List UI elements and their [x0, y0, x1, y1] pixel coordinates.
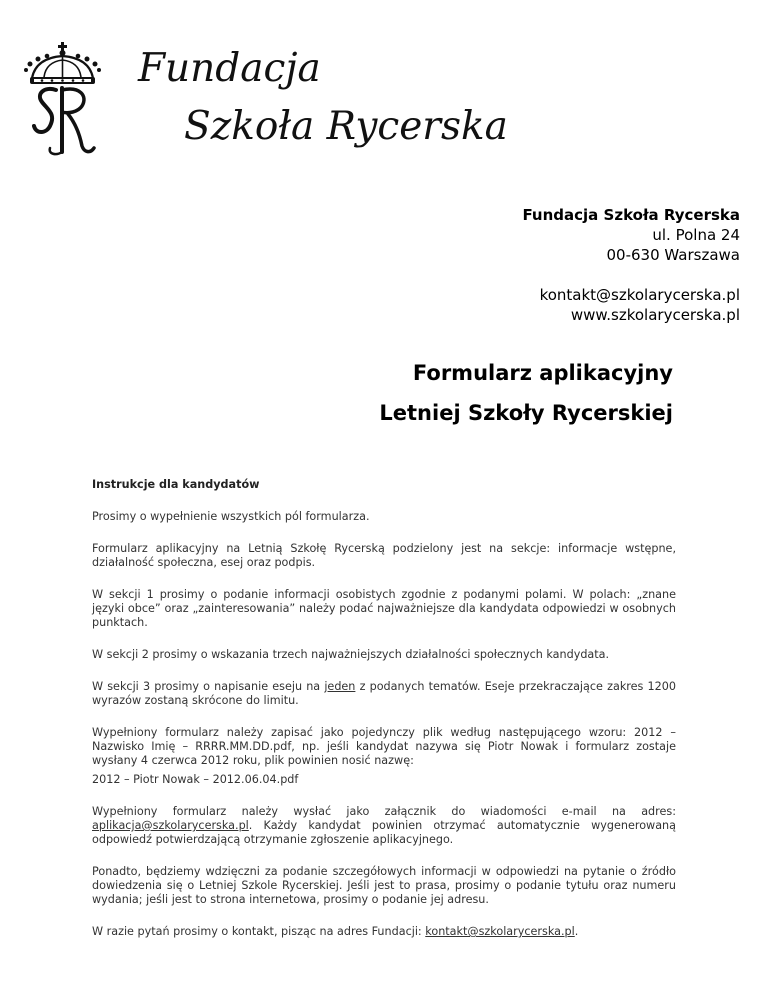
form-title-line1: Formularz aplikacyjny [412, 361, 673, 385]
instructions-paragraph-7 [92, 805, 676, 847]
address-org-name: Fundacja Szkoła Rycerska [522, 206, 740, 224]
instructions-paragraph-8: Ponadto, będziemy wdzięczni za podanie szczegółowych informacji w odpowiedzi na pytanie o źródło dowiedzenia się o Letniej Szkole Rycerskiej. Jeśli jest to prasa, prosimy o podanie tytułu oraz numeru wydania; jeśli jest to strona internetowa, prosimy o podanie jej adresu. [92, 865, 676, 906]
p7-text-before: Wypełniony formularz należy wysłać jako załącznik do wiadomości e-mail na adres: [92, 805, 676, 818]
form-title-line2: Letniej Szkoły Rycerskiej [379, 401, 673, 425]
instructions-paragraph-5 [92, 680, 676, 708]
instructions-paragraph-1: Prosimy o wypełnienie wszystkich pól formularza. [92, 510, 370, 523]
form-title [379, 353, 673, 433]
organization-title-line2: Szkoła Rycerska [184, 104, 508, 149]
organization-title-line1: Fundacja [138, 46, 321, 91]
p7-text-after: . Każdy kandydat powinien otrzymać automatycznie wygenerowaną odpowiedź potwierdzającą otrzymanie zgłoszenie aplikacyjnego. [92, 819, 676, 846]
application-email-link[interactable]: aplikacja@szkolarycerska.pl [92, 819, 249, 832]
organization-title [138, 40, 508, 156]
contact-email-link[interactable]: kontakt@szkolarycerska.pl [425, 925, 575, 938]
crown-monogram-logo [22, 40, 104, 158]
instructions-paragraph-4: W sekcji 2 prosimy o wskazania trzech najważniejszych działalności społecznych kandydata. [92, 648, 610, 661]
address-website: www.szkolarycerska.pl [570, 306, 740, 324]
p9-text-after: . [574, 925, 579, 938]
p5-underlined-word: jeden [324, 680, 356, 693]
instructions-section [92, 478, 676, 957]
crown-icon [24, 42, 101, 84]
filename-example: 2012 – Piotr Nowak – 2012.06.04.pdf [92, 773, 299, 786]
instructions-paragraph-9 [92, 925, 676, 939]
instructions-heading: Instrukcje dla kandydatów [92, 478, 260, 491]
instructions-paragraph-6: Wypełniony formularz należy zapisać jako pojedynczy plik według następującego wzoru: 2012 – Nazwisko Imię – RRRR.MM.DD.pdf, np. jeśli kandydat nazywa się Piotr Nowak i formularz zostaje wysłany 4 czerwca 2012 roku, plik powinien nosić nazwę: [92, 726, 676, 767]
p9-text-before: W razie pytań prosimy o kontakt, pisząc na adres Fundacji: [92, 925, 426, 938]
address-spacer [522, 265, 740, 285]
sr-monogram-icon [34, 88, 94, 154]
instructions-paragraph-2: Formularz aplikacyjny na Letnią Szkołę Rycerską podzielony jest na sekcje: informacje wstępne, działalność społeczna, esej oraz podpis. [92, 542, 676, 569]
address-street: ul. Polna 24 [652, 226, 740, 244]
address-block [522, 205, 740, 325]
instructions-paragraph-3: W sekcji 1 prosimy o podanie informacji osobistych zgodnie z podanymi polami. W polach: „znane języki obce” oraz „zainteresowania” należy podać najważniejsze dla kandydata odpowiedzi w osobnych punktach. [92, 588, 676, 629]
p5-text-after: z podanych tematów. Eseje przekraczające zakres 1200 wyrazów zostaną skrócone do limitu. [92, 680, 676, 707]
address-city: 00-630 Warszawa [606, 246, 740, 264]
p5-text-before: W sekcji 3 prosimy o napisanie eseju na [92, 680, 325, 693]
address-email: kontakt@szkolarycerska.pl [539, 286, 740, 304]
